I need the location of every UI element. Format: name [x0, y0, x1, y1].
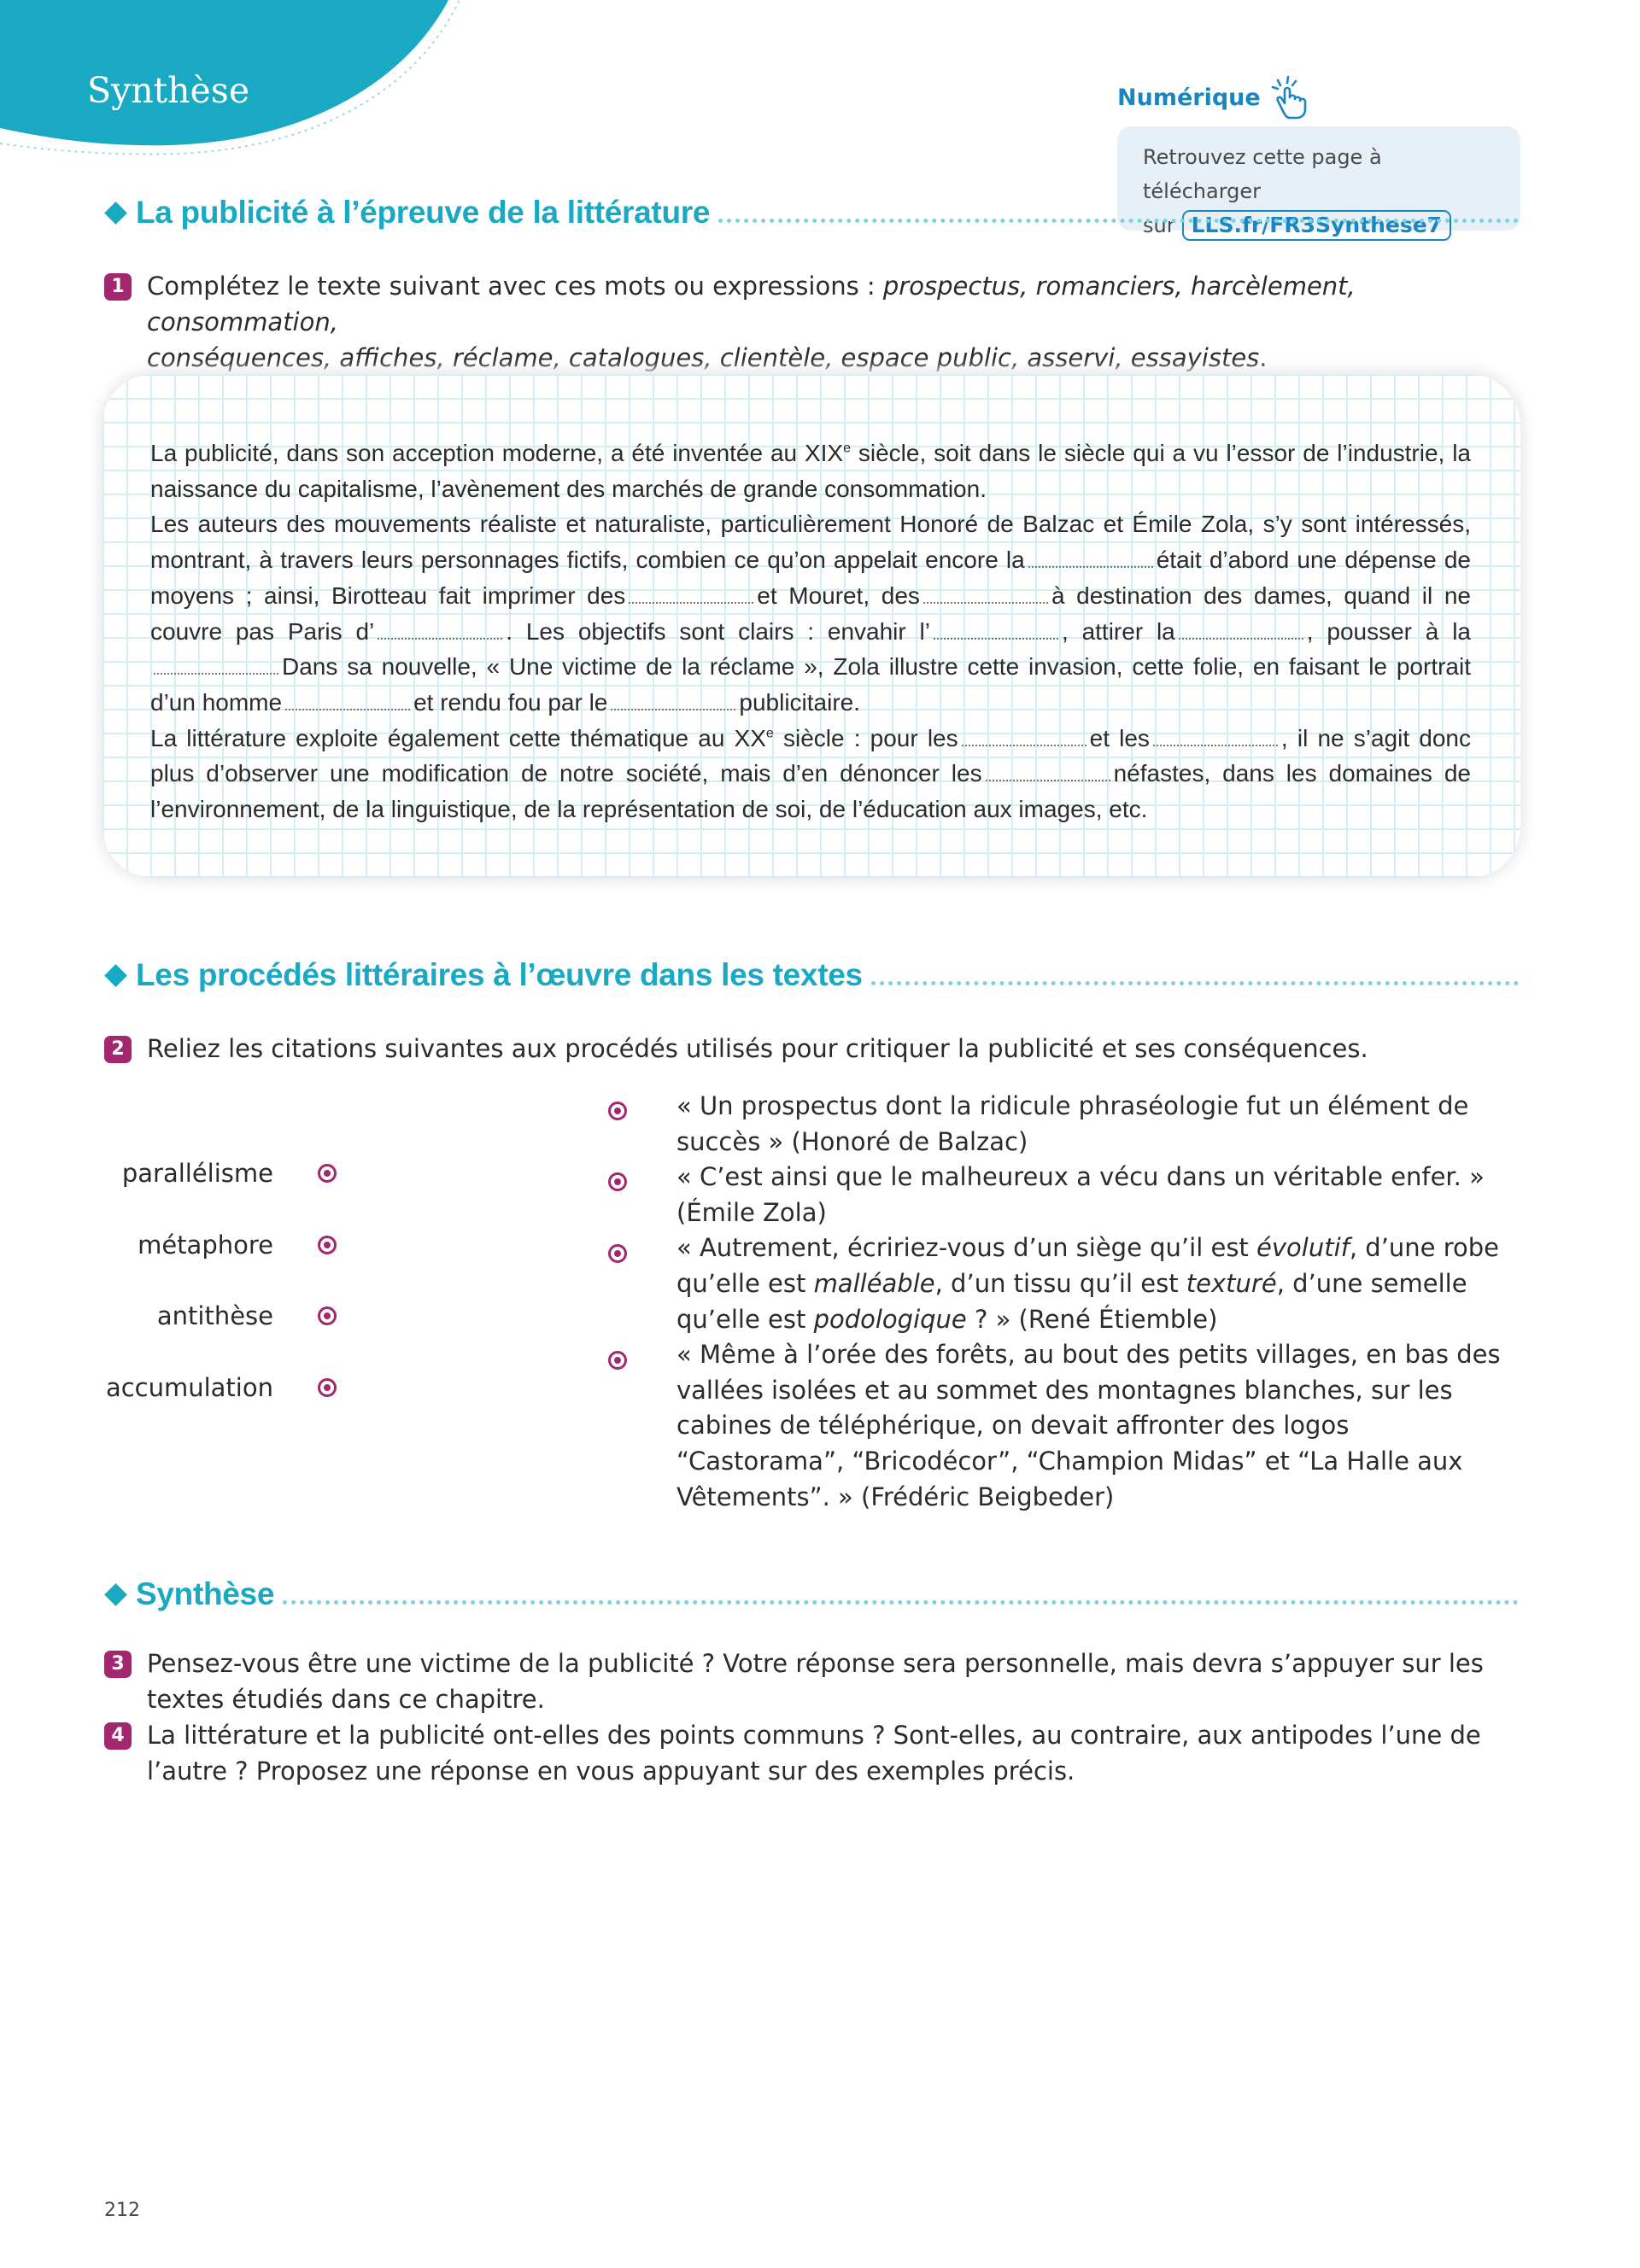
- quote-balzac: « Un prospectus dont la ridicule phraséologie fut un élément de succès » (Honoré de Balzac): [676, 1091, 1469, 1156]
- blank-field[interactable]: [285, 702, 410, 710]
- blank-field[interactable]: [378, 631, 502, 640]
- blank-field[interactable]: [154, 666, 278, 675]
- dotted-rule: [283, 1600, 1519, 1605]
- match-dot-right[interactable]: [608, 1244, 627, 1263]
- blank-field[interactable]: [923, 595, 1048, 604]
- section-title-text: Synthèse: [136, 1576, 275, 1611]
- dotted-rule: [871, 981, 1519, 985]
- question-number-badge: 3: [104, 1651, 132, 1678]
- question-text: Complétez le texte suivant avec ces mots ou expressions : prospectus, romanciers, harcèlement, consommation, conséquences, affiches, réclame, catalogues, clientèle, espace public, asservi, essayistes.: [147, 272, 1356, 372]
- page-title: Synthèse: [87, 70, 250, 111]
- dotted-rule: [718, 219, 1519, 223]
- match-dot-left[interactable]: [318, 1378, 337, 1397]
- match-dot-left[interactable]: [318, 1236, 337, 1254]
- match-dot-left[interactable]: [318, 1164, 337, 1183]
- passage-paragraph: Les auteurs des mouvements réaliste et naturaliste, particulièrement Honoré de Balzac et Émile Zola, s’y sont intéressés, montrant, à travers leurs personnages fictifs, combien ce qu’on appelait encore la était d’abord une dépense de moyens ; ainsi, Birotteau fait imprimer des et Mouret, des à destination des dames, quand il ne couvre pas Paris d’ . Les objectifs sont clairs : envahir l’ , attirer la , pousser à laDans sa nouvelle, « Une victime de la réclame », Zola illustre cette invasion, cette folie, en faisant le portrait d’un homme et rendu fou par le publicitaire.: [150, 511, 1472, 716]
- passage-paragraph: La littérature exploite également cette thématique au XXe siècle : pour les et les , il ne s’agit donc plus d’observer une modification de notre société, mais d’en dénoncer les néfastes, dans les domaines de l’environnement, de la linguistique, de la représentation de soi, de l’éducation aux images, etc.: [150, 724, 1472, 823]
- blank-field[interactable]: [611, 702, 735, 710]
- term-metaphore: métaphore: [138, 1230, 273, 1260]
- match-dot-left[interactable]: [318, 1306, 337, 1325]
- term-accumulation: accumulation: [105, 1373, 273, 1402]
- question-number-badge: 1: [104, 273, 132, 301]
- question-number-badge: 4: [104, 1722, 132, 1750]
- section-title-publicite: [104, 191, 1519, 234]
- section-title-text: La publicité à l’épreuve de la littérature: [136, 195, 711, 230]
- match-dot-right[interactable]: [608, 1172, 627, 1191]
- blank-field[interactable]: [934, 631, 1058, 640]
- quotes-list: [676, 1089, 1522, 1515]
- diamond-bullet-icon: [104, 202, 127, 225]
- numerique-label: Numérique: [1117, 84, 1261, 111]
- section-title-text: Les procédés littéraires à l’œuvre dans les textes: [136, 957, 863, 992]
- numerique-text: Retrouvez cette page à télécharger: [1143, 145, 1382, 203]
- question-2: [104, 1031, 1522, 1067]
- numerique-prefix: sur: [1143, 213, 1175, 237]
- question-text: La littérature et la publicité ont-elles des points communs ? Sont-elles, au contraire, aux antipodes l’une de l’autre ? Proposez une réponse en vous appuyant sur des exemples précis.: [147, 1721, 1481, 1786]
- section-title-procedes: [104, 954, 1519, 997]
- blank-field[interactable]: [629, 595, 753, 604]
- diamond-bullet-icon: [104, 964, 127, 987]
- blank-field[interactable]: [986, 773, 1110, 781]
- numerique-header: [1117, 73, 1520, 121]
- blank-field[interactable]: [1028, 559, 1153, 568]
- section-title-synthese: [104, 1573, 1519, 1616]
- quote-zola: « C’est ainsi que le malheureux a vécu dans un véritable enfer. » (Émile Zola): [676, 1162, 1485, 1227]
- blank-field[interactable]: [962, 738, 1086, 746]
- passage-paragraph: La publicité, dans son acception moderne, a été inventée au XIXe siècle, soit dans le siècle qui a vu l’essor de l’industrie, la naissance du capitalisme, l’avènement des marchés de grande consommation.: [150, 440, 1471, 502]
- quote-etiemble: « Autrement, écririez-vous d’un siège qu’il est évolutif, d’une robe qu’elle est malléable, d’un tissu qu’il est texturé, d’une semelle qu’elle est podologique ? » (René Étiemble): [676, 1233, 1500, 1334]
- match-dot-right[interactable]: [608, 1102, 627, 1120]
- question-4: [104, 1717, 1522, 1789]
- question-3: [104, 1645, 1522, 1717]
- page-number: 212: [104, 2200, 140, 2221]
- blank-field[interactable]: [1153, 738, 1278, 746]
- pointing-hand-icon: [1266, 73, 1314, 121]
- quote-beigbeder: « Même à l’orée des forêts, au bout des petits villages, en bas des vallées isolées et au sommet des montagnes blanches, sur les cabines de téléphérique, on devait affronter des logos “Castorama”, “Bricodécor”, “Champion Midas” et “La Halle aux Vêtements”. » (Frédéric Beigbeder): [676, 1340, 1501, 1511]
- question-text: Reliez les citations suivantes aux procédés utilisés pour critiquer la publicité et ses conséquences.: [147, 1034, 1368, 1063]
- match-dot-right[interactable]: [608, 1351, 627, 1370]
- diamond-bullet-icon: [104, 1583, 127, 1606]
- term-parallelisme: parallélisme: [121, 1159, 273, 1188]
- question-text: Pensez-vous être une victime de la publicité ? Votre réponse sera personnelle, mais devra s’appuyer sur les textes étudiés dans ce chapitre.: [147, 1649, 1484, 1714]
- blank-field[interactable]: [1179, 631, 1303, 640]
- term-antithese: antithèse: [156, 1301, 273, 1330]
- question-1: [104, 268, 1522, 376]
- fill-in-passage: [150, 435, 1471, 827]
- question-number-badge: 2: [104, 1036, 132, 1063]
- numerique-link[interactable]: LLS.fr/FR3Synthese7: [1182, 210, 1451, 241]
